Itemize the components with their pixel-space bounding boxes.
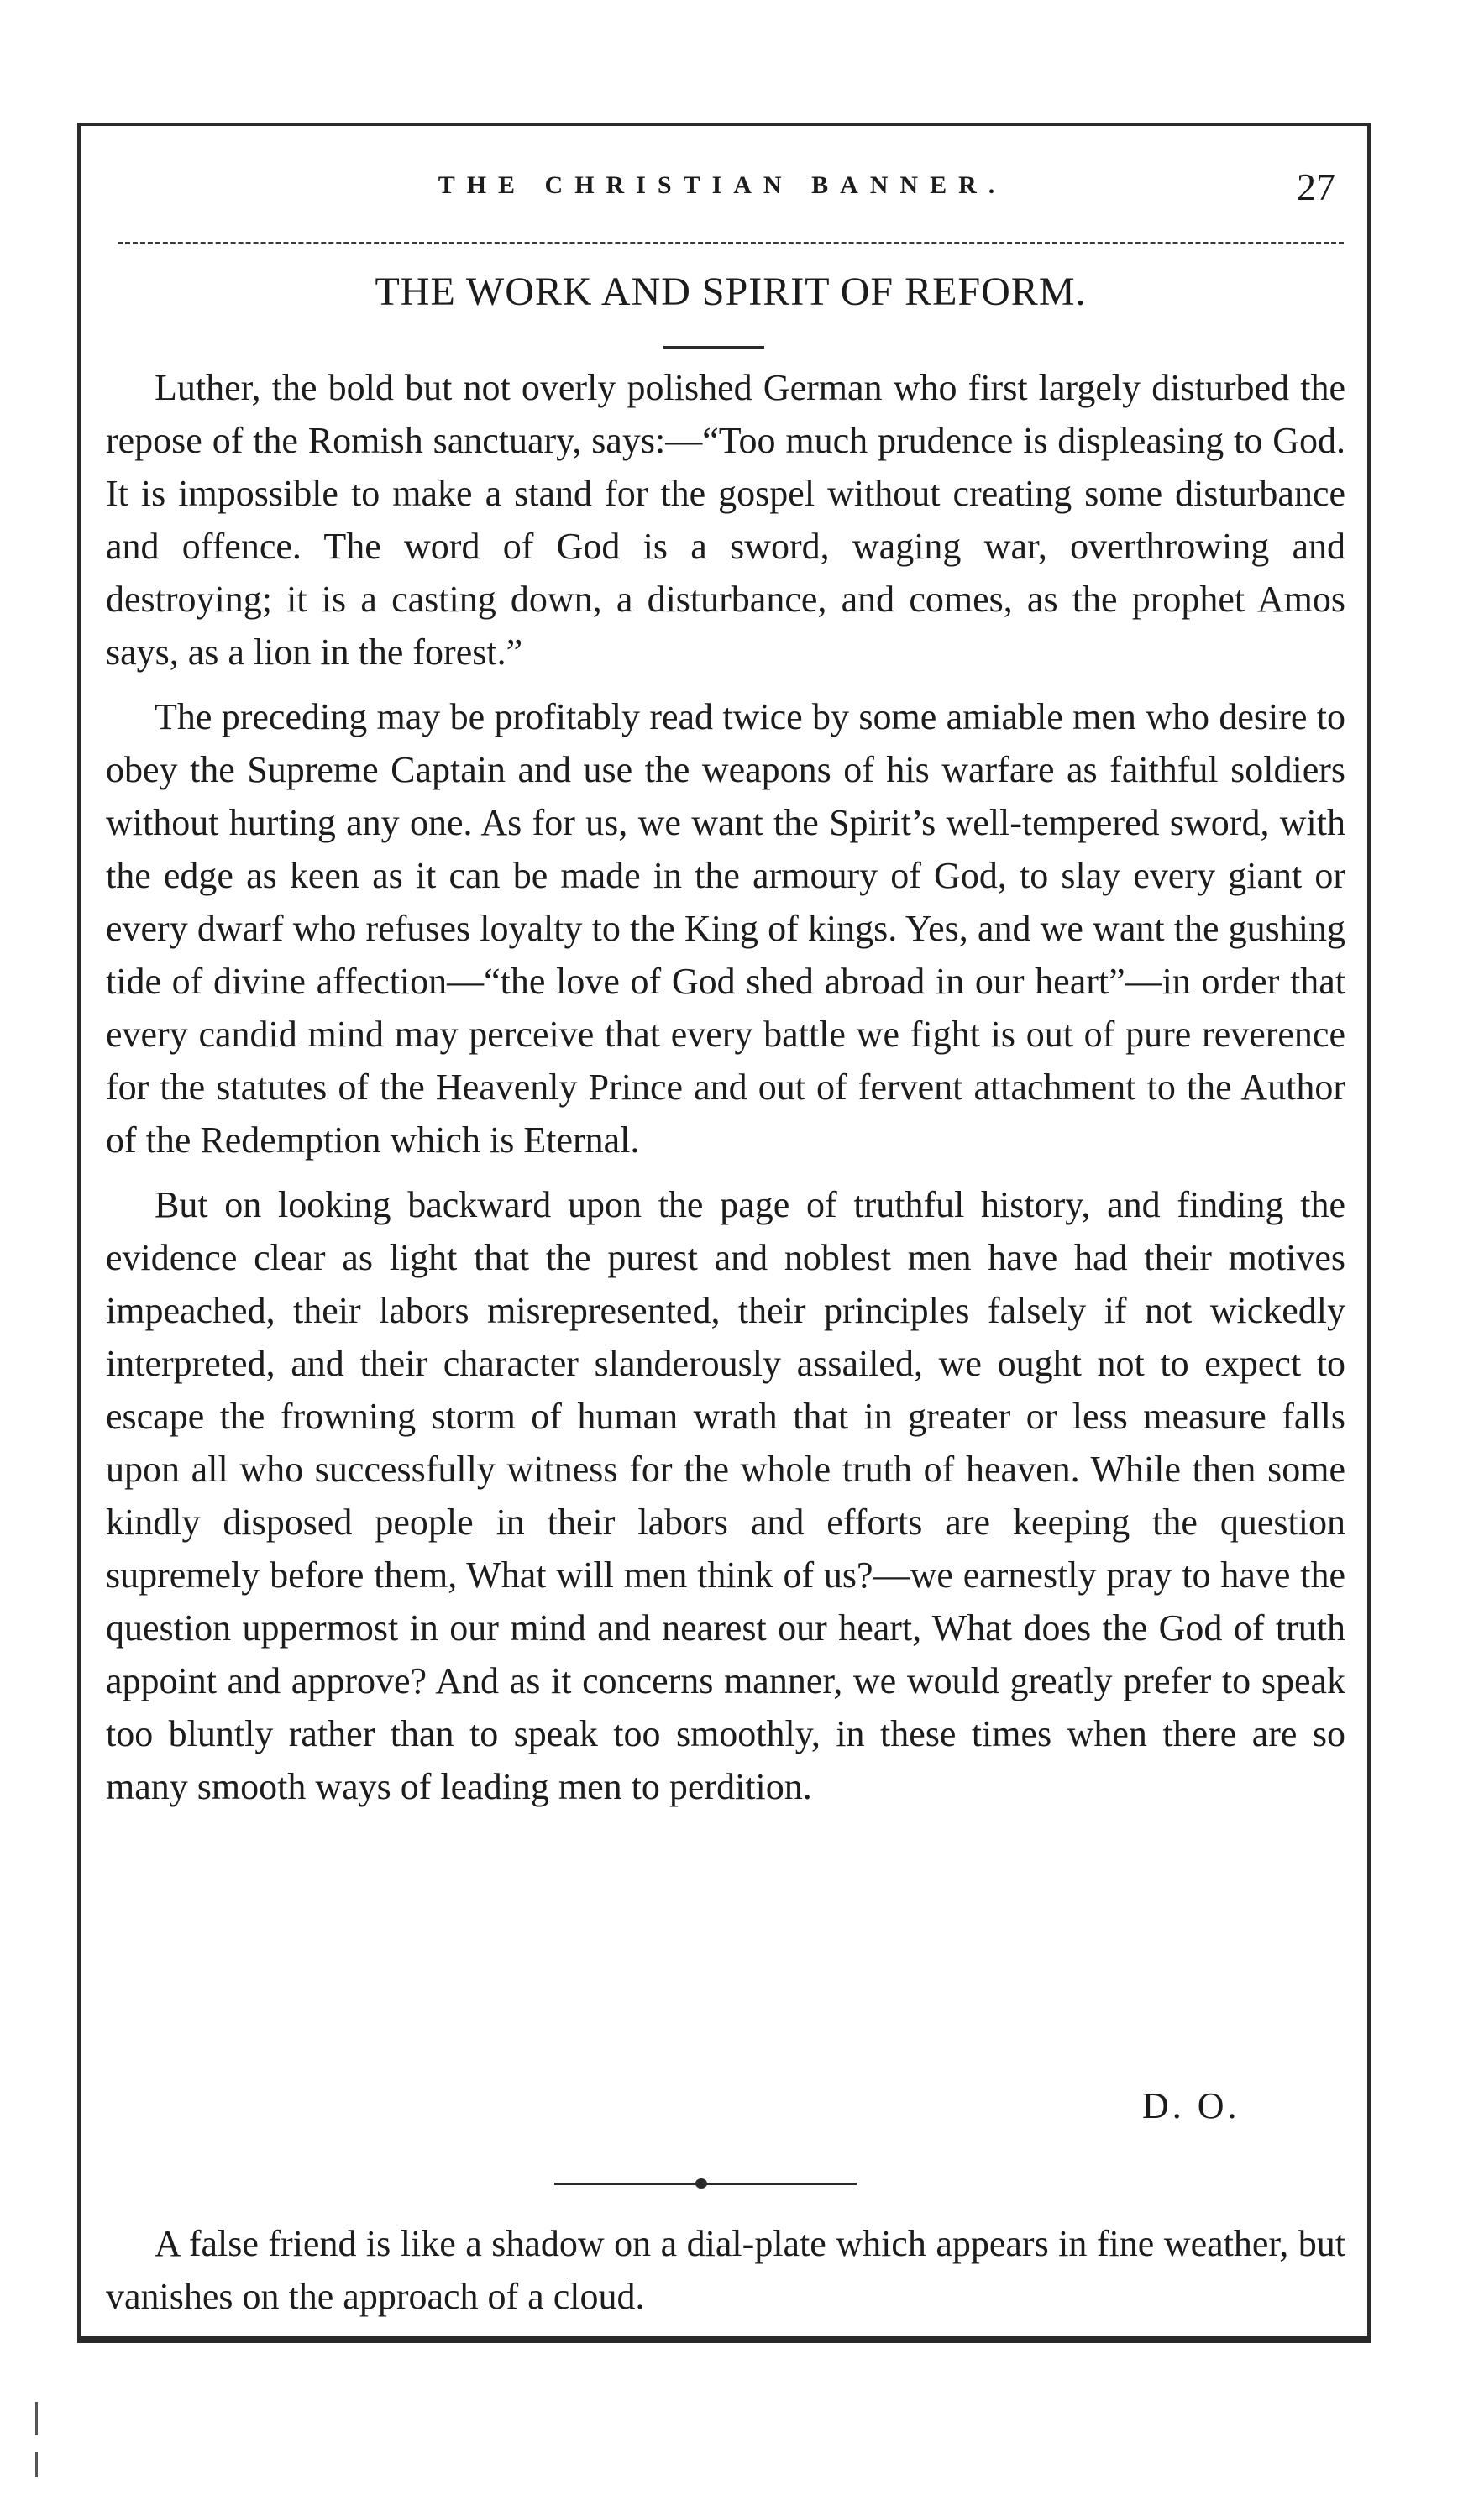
page-number: 27: [1297, 165, 1335, 208]
article-title: THE WORK AND SPIRIT OF REFORM.: [375, 270, 1087, 314]
scan-edge-mark: [35, 2402, 38, 2435]
paragraph-1: Luther, the bold but not overly polished German who first largely disturbed the repose of the Romish sanctuary, says:—“Too much prudence is displeasing to God. It is impossible to make a stand for the gospel without creating some disturbance and offence. The word of God is a sword, waging war, overthrowing and destroying; it is a casting down, a disturbance, and comes, as the prophet Amos says, as a lion in the forest.”: [106, 367, 1345, 673]
footer-divider: [77, 2340, 1371, 2343]
header-divider: [118, 242, 1344, 244]
running-title: THE CHRISTIAN BANNER.: [438, 171, 1007, 199]
ornamental-divider: [554, 2180, 857, 2187]
title-divider: [663, 346, 764, 349]
paragraph-2: The preceding may be profitably read twice by some amiable men who desire to obey the Supreme Captain and use the weapons of his warfare as faithful soldiers without hurting any one. As for us, we want the Spirit’s well-tempered sword, with the edge as keen as it can be made in the armoury of God, to slay every giant or every dwarf who refuses loyalty to the King of kings. Yes, and we want the gushing tide of divine affection—“the love of God shed abroad in our heart”—in order that every candid mind may perceive that every battle we fight is out of pure reverence for the statutes of the Heavenly Prince and out of fervent attachment to the Author of the Redemption which is Eternal.: [106, 696, 1345, 1161]
article-body: [106, 361, 1345, 1825]
scan-edge-mark: [35, 2452, 38, 2477]
paragraph-3: But on looking backward upon the page of truthful history, and finding the evidence clear as light that the purest and noblest men have had their motives impeached, their labors misrepresented, their principles falsely if not wickedly interpreted, and their character slanderously assailed, we ought not to expect to escape the frowning storm of human wrath that in greater or less measure falls upon all who successfully witness for the whole truth of heaven. While then some kindly disposed people in their labors and efforts are keeping the question supremely before them, What will men think of us?—we earnestly pray to have the question uppermost in our mind and nearest our heart, What does the God of truth appoint and approve? And as it concerns manner, we would greatly prefer to speak too bluntly rather than to speak too smoothly, in these times when there are so many smooth ways of leading men to perdition.: [106, 1184, 1345, 1807]
proverb-text: A false friend is like a shadow on a dial-plate which appears in fine weather, but vanishes on the approach of a cloud.: [106, 2223, 1345, 2317]
proverb-block: [106, 2217, 1345, 2323]
running-head: [101, 165, 1344, 215]
author-signature: D. O.: [1142, 2085, 1240, 2126]
ornament-dot-icon: [695, 2178, 707, 2189]
